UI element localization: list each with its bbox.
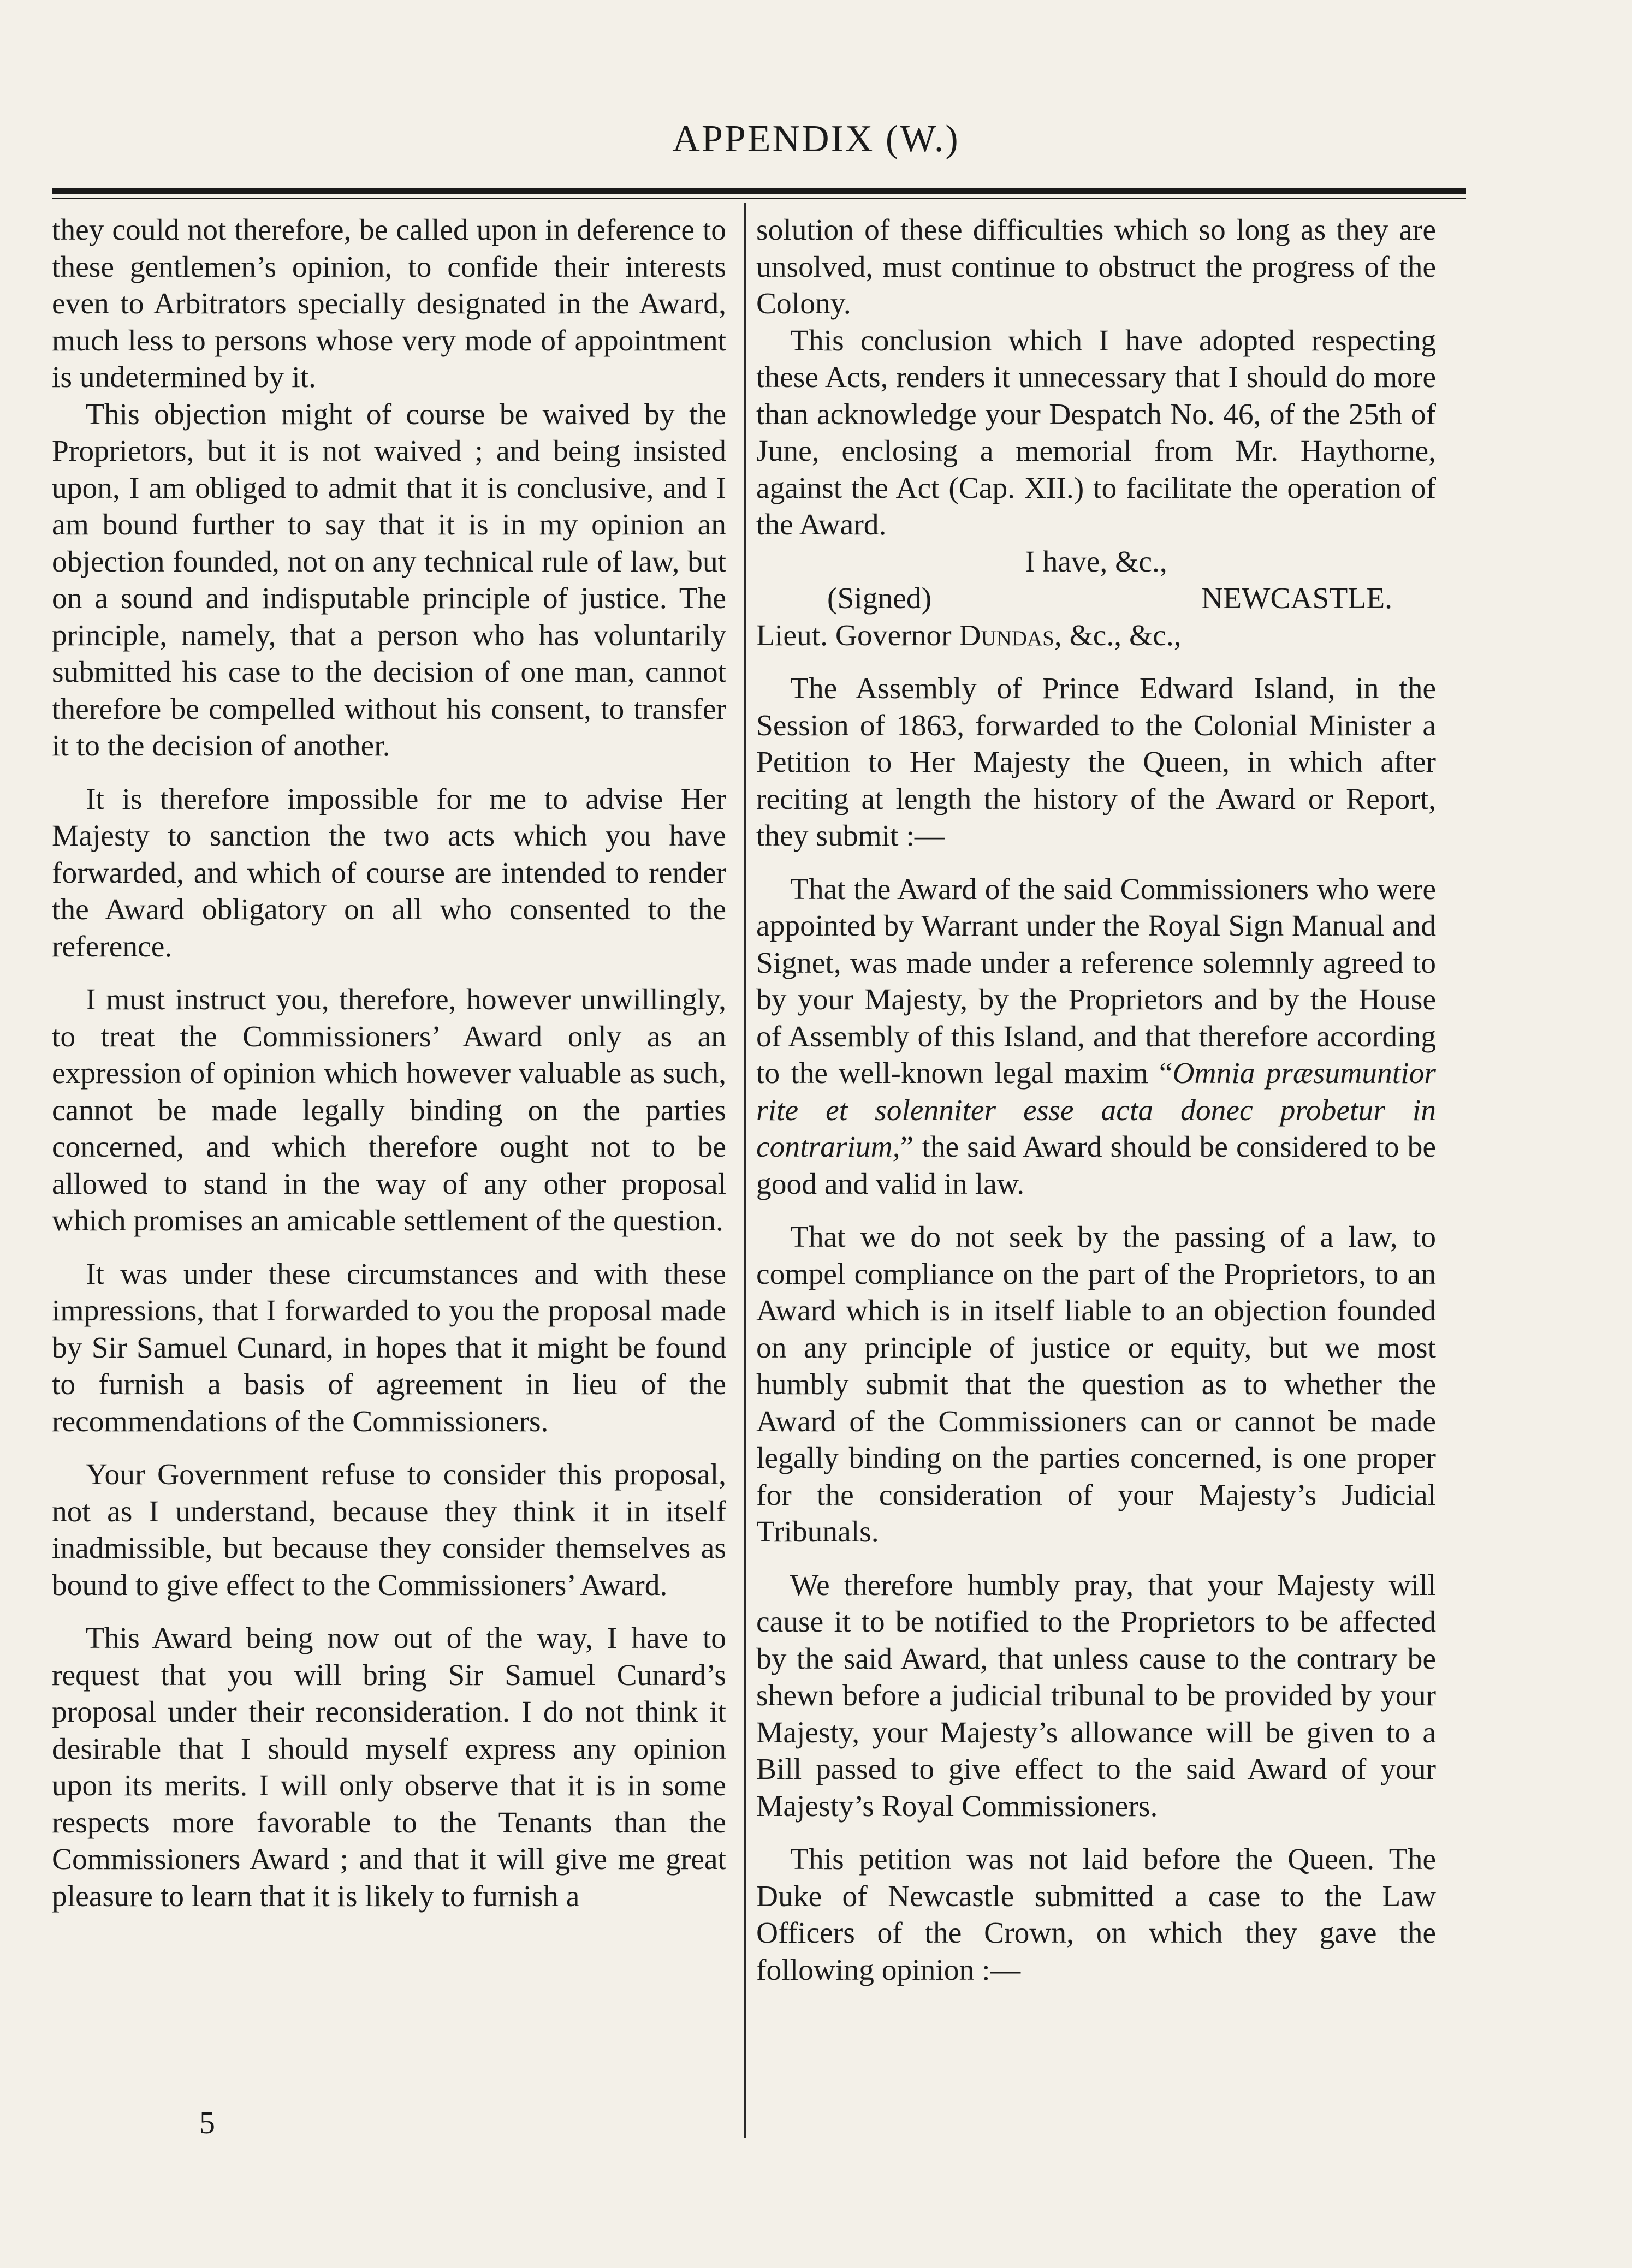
- page-title: APPENDIX (W.): [672, 118, 960, 160]
- header-rule-thin: [52, 198, 1466, 199]
- right-paragraph-6: We therefore humbly pray, that your Majesty will cause it to be notified to the Proprietors to be affected by the said Award, that unless cause to the contrary be shewn before a judicial tribunal to be provided by your Majesty, your Majesty’s allowance will be given to a Bill passed to give effect to the said Award of your Majesty’s Royal Commissioners.: [756, 1568, 1436, 1823]
- left-paragraph-1: they could not therefore, be called upon in deference to these gentlemen’s opinion, to confide their interests even to Arbitrators specially designated in the Award, much less to persons whose very mode of appointment is undetermined by it.: [52, 213, 726, 394]
- right-column: [756, 212, 1436, 1989]
- column-divider: [744, 203, 746, 2138]
- petition-text-before-maxim: That the Award of the said Commissioners who were appointed by Warrant under the Royal Sign Manual and Signet, was made under a reference solemnly agreed to by your Majesty, by the Proprietors and by the House of Assembly of this Island, and that therefore according to the well-known legal maxim “: [756, 872, 1436, 1090]
- letter-closing: I have, &c.,: [1025, 545, 1167, 579]
- left-paragraph-3: It is therefore impossible for me to advise Her Majesty to sanction the two acts which you have forwarded, and which of course are intended to render the Award obligatory on all who consented to the reference.: [52, 782, 726, 963]
- signed-label: (Signed): [827, 582, 932, 615]
- addressee-name: Dundas: [959, 618, 1054, 652]
- addressee-suffix: , &c., &c.,: [1054, 618, 1182, 652]
- right-paragraph-3: The Assembly of Prince Edward Island, in the Session of 1863, forwarded to the Colonial Minister a Petition to Her Majesty the Queen, in which after reciting at length the history of the Award or Report, they submit :—: [756, 672, 1436, 853]
- left-paragraph-4: I must instruct you, therefore, however unwillingly, to treat the Commissioners’ Award only as an expression of opinion which however valuable as such, cannot be made legally binding on the parties concerned, and which therefore ought not to be allowed to stand in the way of any other proposal which promises an amicable settlement of the question.: [52, 983, 726, 1237]
- latin-maxim: Omnia præsumuntior rite et solenniter esse acta donec probetur in contrarium,: [756, 1057, 1436, 1164]
- page-number: 5: [199, 2105, 215, 2140]
- addressee-prefix: Lieut. Governor: [756, 618, 952, 652]
- left-paragraph-7: This Award being now out of the way, I have to request that you will bring Sir Samuel Cunard’s proposal under their reconsideration. I do not think it desirable that I should myself express any opinion upon its merits. I will only observe that it is in some respects more favorable to the Tenants than the Commissioners Award ; and that it will give me great pleasure to learn that it is likely to furnish a: [52, 1622, 726, 1913]
- left-column: [52, 212, 726, 1915]
- right-paragraph-4: [756, 871, 1436, 1203]
- right-paragraph-2: This conclusion which I have adopted respecting these Acts, renders it unnecessary that I should do more than acknowledge your Despatch No. 46, of the 25th of June, enclosing a memorial from Mr. Haythorne, against the Act (Cap. XII.) to facilitate the operation of the Award.: [756, 324, 1436, 541]
- petition-text-after-maxim: ” the said Award should be considered to be good and valid in law.: [756, 1130, 1436, 1201]
- right-paragraph-7: This petition was not laid before the Queen. The Duke of Newcastle submitted a case to the Law Officers of the Crown, on which they gave the following opinion :—: [756, 1843, 1436, 1987]
- addressee-line: [756, 617, 1436, 654]
- left-paragraph-6: Your Government refuse to consider this proposal, not as I understand, because they think it in itself inadmissible, but because they consider themselves as bound to give effect to the Commissioners’ Award.: [52, 1458, 726, 1602]
- right-paragraph-5: That we do not seek by the passing of a law, to compel compliance on the part of the Proprietors, to an Award which is in itself liable to an objection founded on any principle of justice or equity, but we most humbly submit that the question as to whether the Award of the Commissioners can or cannot be made legally binding on the parties concerned, is one proper for the consideration of your Majesty’s Judicial Tribunals.: [756, 1221, 1436, 1549]
- left-paragraph-5: It was under these circumstances and with these impressions, that I forwarded to you the proposal made by Sir Samuel Cunard, in hopes that it might be found to furnish a basis of agreement in lieu of the recommendations of the Commissioners.: [52, 1257, 726, 1438]
- right-paragraph-1: solution of these difficulties which so long as they are unsolved, must continue to obstruct the progress of the Colony.: [756, 213, 1436, 320]
- header-rule-thick: [52, 188, 1466, 194]
- signature-name: NEWCASTLE.: [1201, 582, 1392, 615]
- signature-line: [756, 580, 1436, 617]
- left-paragraph-2: This objection might of course be waived by the Proprietors, but it is not waived ; and being insisted upon, I am obliged to admit that it is conclusive, and I am bound further to say that it is in my opinion an objection founded, not on any technical rule of law, but on a sound and indisputable principle of justice. The principle, namely, that a person who has voluntarily submitted his case to the decision of one man, cannot therefore be compelled without his consent, to transfer it to the decision of another.: [52, 397, 726, 763]
